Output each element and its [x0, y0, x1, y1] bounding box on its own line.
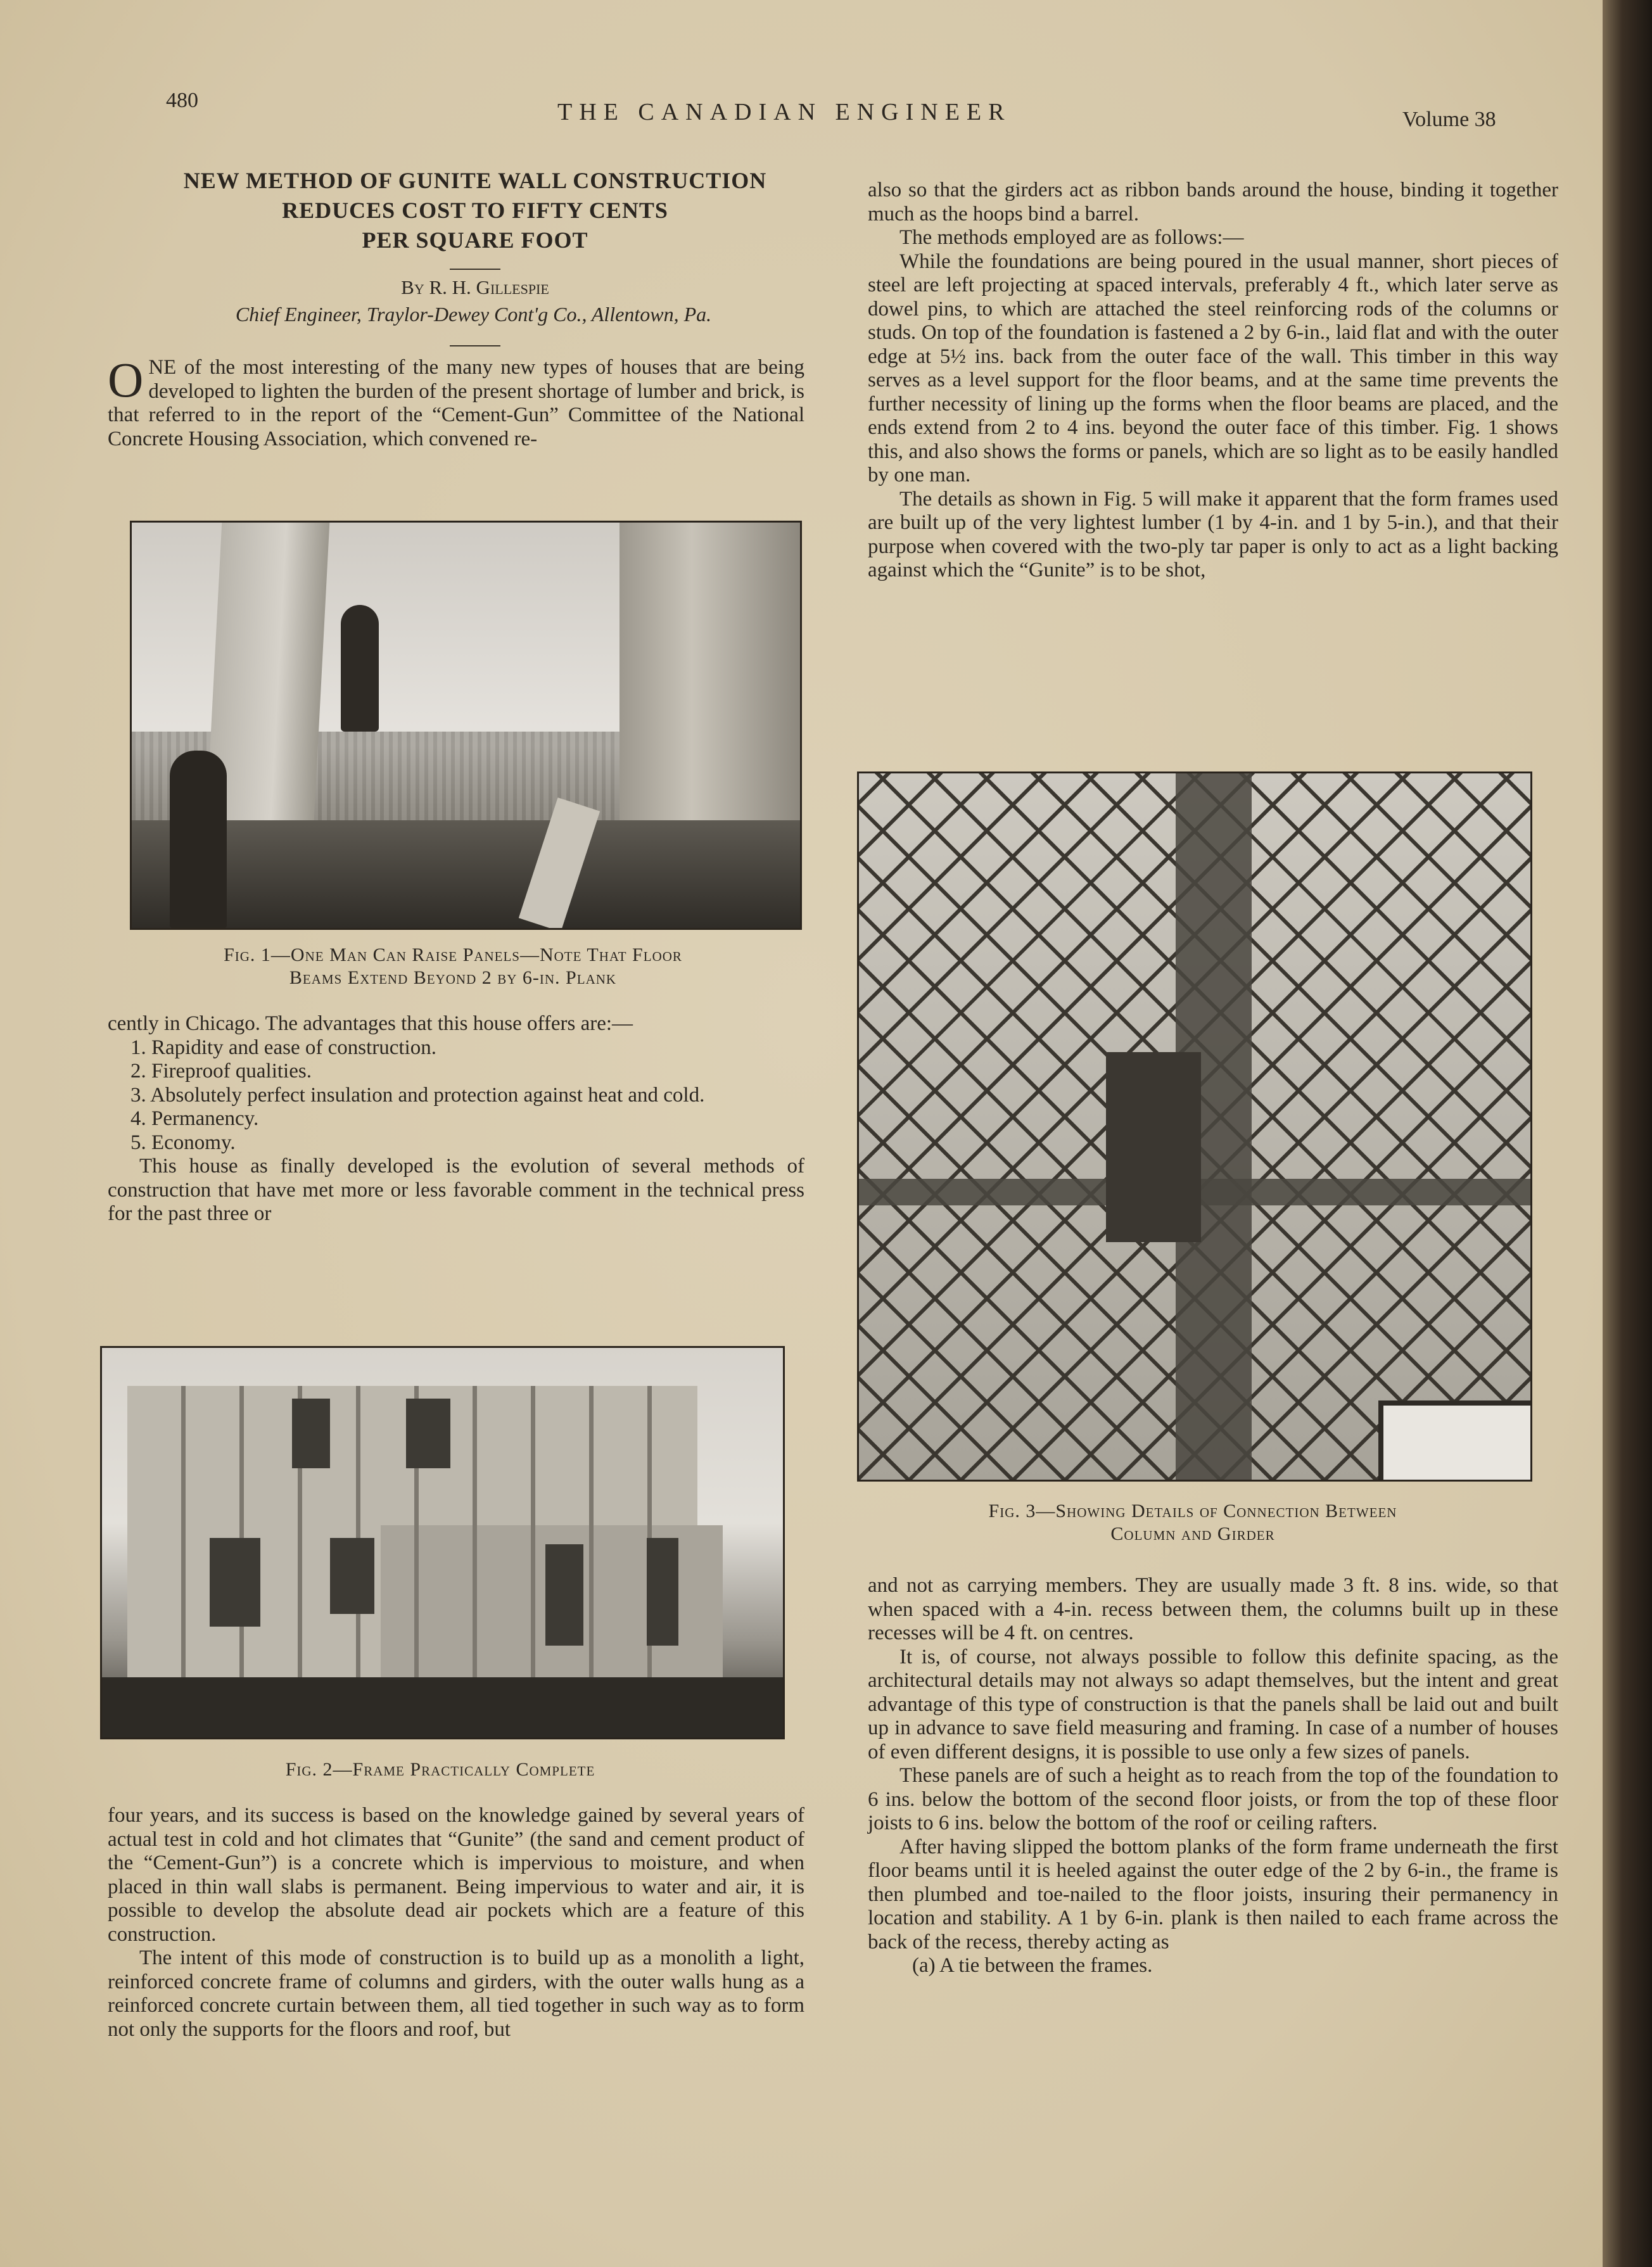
caption-line: Fig. 3—Showing Details of Connection Between: [988, 1501, 1397, 1521]
paragraph: These panels are of such a height as to reach from the top of the foundation to 6 ins. below the bottom of the second floor joists, or from the top of these floor joists to 6 ins. below the bottom of the roof or ceiling rafters.: [868, 1764, 1558, 1834]
paragraph: After having slipped the bottom planks of the form frame underneath the first floor beams until it is heeled against the outer edge of the 2 by 6-in., the frame is then plumbed and toe-nailed to the floor joists, insuring their permanency in location and stability. A 1 by 6-in. plank is then nailed to each frame across the back of the recess, thereby acting as: [868, 1835, 1558, 1953]
byline: By R. H. Gillespie: [401, 276, 549, 298]
article-title: [127, 166, 823, 255]
caption-line: Column and Girder: [1110, 1523, 1275, 1544]
paragraph: While the foundations are being poured in the usual manner, short pieces of steel are left projecting at spaced intervals, preferably 4 ft., which later serve as dowel pins, to which are attached the steel reinforcing rods of the columns or studs. On top of the foundation is fastened a 2 by 6-in., laid flat and with the outer edge at 5½ ins. back from the outer face of the wall. This timber in this way serves as a level support for the floor beams, and at the same time prevents the further necessity of lining up the forms when the floor beams are placed, and the ends extend from 2 to 4 ins. beyond the outer face of this timber. Fig. 1 shows this, and also shows the forms or panels, which are so light as to be easily handled by one man.: [868, 250, 1558, 486]
journal-title: THE CANADIAN ENGINEER: [557, 99, 1012, 125]
caption-line: Fig. 1—One Man Can Raise Panels—Note That Floor: [224, 944, 682, 965]
paragraph: cently in Chicago. The advantages that this house offers are:—: [108, 1012, 633, 1035]
paragraph: The intent of this mode of construction is to build up as a monolith a light, reinforced concrete frame of columns and girders, with the outer walls hung as a reinforced concrete curtain between them, all tied together in such way as to form not only the supports for the floors and roof, but: [108, 1946, 804, 2041]
figure-3-caption: [857, 1500, 1528, 1546]
caption-line: Beams Extend Beyond 2 by 6-in. Plank: [289, 967, 617, 988]
volume-label: Volume 38: [1402, 108, 1496, 131]
paragraph: and not as carrying members. They are usually made 3 ft. 8 ins. wide, so that when spaced with a 4-in. recess between them, the columns built up in these recesses will be 4 ft. on centres.: [868, 1574, 1558, 1644]
list-item: 4. Permanency.: [130, 1107, 259, 1130]
intro-paragraph: [108, 352, 804, 451]
affiliation: Chief Engineer, Traylor-Dewey Cont'g Co., Allentown, Pa.: [235, 303, 712, 326]
figure-3-photo: [857, 772, 1532, 1482]
right-top-text: [868, 179, 1558, 583]
advantages-section: [108, 1012, 804, 1226]
left-bottom-text: [108, 1804, 804, 2042]
drop-cap: O: [108, 352, 144, 407]
paragraph: four years, and its success is based on the knowledge gained by several years of actual test in cold and hot climates that “Gunite” (the sand and cement product of the “Cement-Gun”) is a concrete which is impervious to moisture, and when placed in thin wall slabs is permanent. Being impervious to water and air, it is possible to develop the absolute dead air pockets which are a feature of this construction.: [108, 1804, 804, 1946]
figure-1-photo: [130, 521, 802, 930]
page-number: 480: [166, 89, 198, 112]
paragraph: also so that the girders act as ribbon bands around the house, binding it together much as the hoops bind a barrel.: [868, 179, 1558, 225]
intro-text: NE of the most interesting of the many new types of houses that are being developed to lighten the burden of the present shortage of lumber and brick, is that referred to in the report of the “Cement-Gun” Committee of the National Concrete Housing Association, which convened re-: [108, 356, 804, 450]
paragraph: (a) A tie between the frames.: [912, 1954, 1153, 1977]
paragraph: It is, of course, not always possible to follow this definite spacing, as the architectural details may not always so adapt themselves, but the intent and great advantage of this type of construction is that the panels shall be laid out and built up in advance to save field measuring and framing. In case of a number of houses of even different designs, it is possible to use only a few sizes of panels.: [868, 1645, 1558, 1763]
byline-rule: [450, 345, 500, 346]
right-bottom-text: [868, 1574, 1558, 1978]
paragraph: The methods employed are as follows:—: [899, 226, 1244, 249]
list-item: 1. Rapidity and ease of construction.: [130, 1036, 436, 1059]
paragraph: The details as shown in Fig. 5 will make it apparent that the form frames used are built up of the very lightest lumber (1 by 4-in. and 1 by 5-in.), and that their purpose when covered with the two-ply tar paper is only to act as a light backing against which the “Gunite” is to be shot,: [868, 487, 1558, 581]
title-line: NEW METHOD OF GUNITE WALL CONSTRUCTION: [183, 168, 767, 193]
title-line: PER SQUARE FOOT: [362, 227, 588, 253]
list-item: 3. Absolutely perfect insulation and protection against heat and cold.: [130, 1083, 705, 1107]
list-item: 5. Economy.: [130, 1131, 236, 1154]
figure-2-photo: [100, 1346, 785, 1739]
list-item: 2. Fireproof qualities.: [130, 1060, 312, 1083]
title-rule: [450, 269, 500, 270]
book-binding-edge: [1603, 0, 1652, 2267]
title-line: REDUCES COST TO FIFTY CENTS: [282, 198, 668, 223]
paragraph: This house as finally developed is the evolution of several methods of construction that have met more or less favorable comment in the technical press for the past three or: [108, 1155, 804, 1225]
figure-2-caption: Fig. 2—Frame Practically Complete: [285, 1759, 595, 1780]
figure-1-caption: [105, 944, 801, 989]
